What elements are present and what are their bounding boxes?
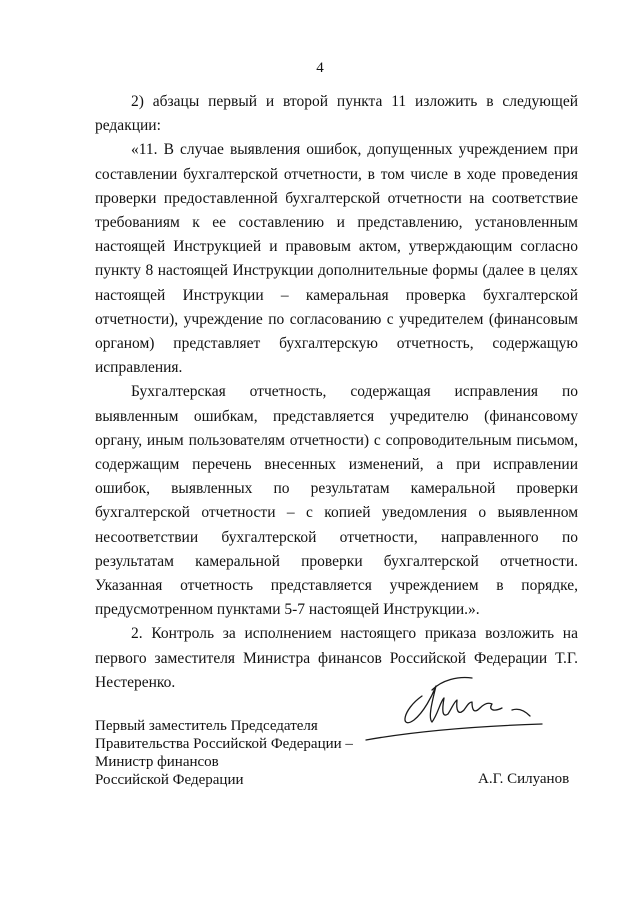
signatory-title-line: Первый заместитель Председателя <box>95 718 318 734</box>
paragraph-item-11: «11. В случае выявления ошибок, допущенных учреждением при составлении бухгалтерской отчетности, в том числе в ходе проведения проверки предоставленной бухгалтерской отчетности на соответствие требованиям к ее составлению и представлению, установленным настоящей Инструкцией и правовым актом, утверждающим согласно пункту 8 настоящей Инструкции дополнительные формы (далее в целях настоящей Инструкции – камеральная проверка бухгалтерской отчетности), учреждение по согласованию с учредителем (финансовым органом) представляет бухгалтерскую отчетность, содержащую исправления. <box>95 141 578 377</box>
signatory-title <box>95 717 353 789</box>
document-body <box>95 90 578 695</box>
signatory-title-line: Министр финансов <box>95 754 219 770</box>
paragraph-amendment: 2) абзацы первый и второй пункта 11 изложить в следующей редакции: <box>95 93 578 135</box>
signatory-name: А.Г. Силуанов <box>478 771 570 787</box>
page-number: 4 <box>316 60 324 76</box>
paragraph-corrections: Бухгалтерская отчетность, содержащая исправления по выявленным ошибкам, представляется учредителю (финансовому органу, иным пользователям отчетности) с сопроводительным письмом, содержащим перечень внесенных изменений, а при исправлении ошибок, выявленных по результатам камеральной проверки бухгалтерской отчетности – с копией уведомления о выявленном несоответствии бухгалтерской отчетности, направленного по результатам камеральной проверки бухгалтерской отчетности. Указанная отчетность представляется учреждением в порядке, предусмотренном пунктами 5-7 настоящей Инструкции.». <box>95 383 578 619</box>
signatory-title-line: Российской Федерации <box>95 772 244 788</box>
handwritten-signature <box>362 668 552 748</box>
signatory-title-line: Правительства Российской Федерации – <box>95 736 353 752</box>
paragraph-control: 2. Контроль за исполнением настоящего приказа возложить на первого заместителя Министра финансов Российской Федерации Т.Г. Нестеренко. <box>95 625 578 691</box>
